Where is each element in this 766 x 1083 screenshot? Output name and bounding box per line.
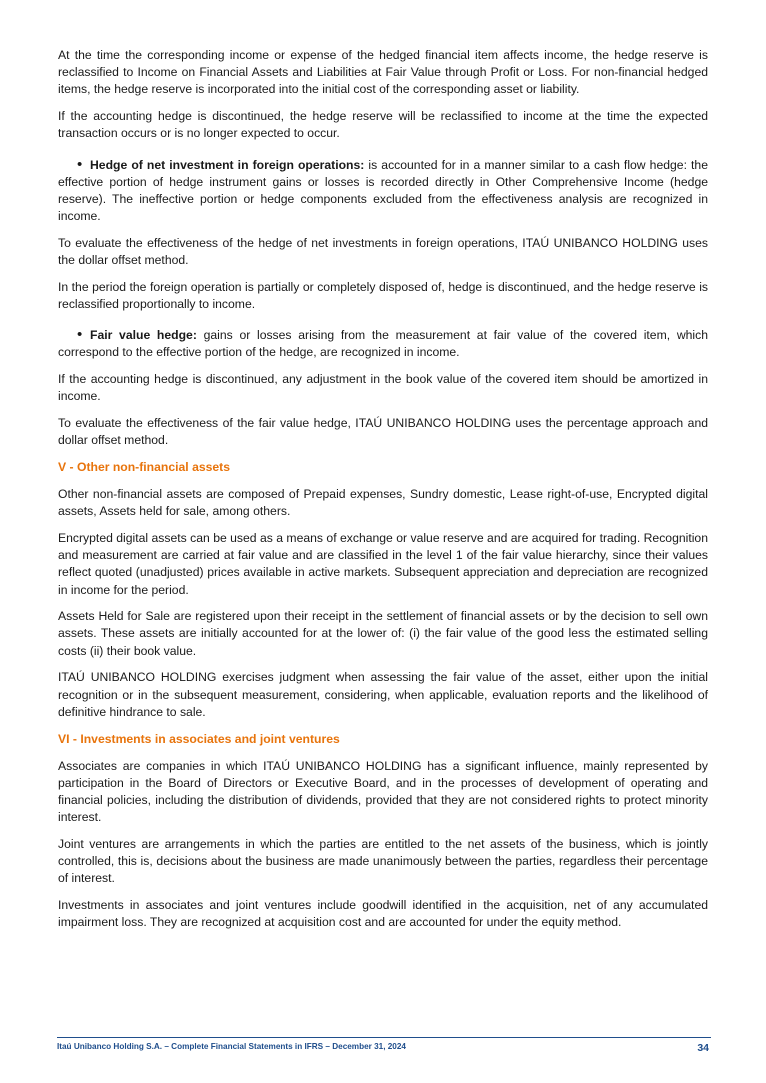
bullet-icon: • bbox=[77, 155, 83, 173]
paragraph: ITAÚ UNIBANCO HOLDING exercises judgment when assessing the fair value of the asset, either upon the initial recognition or in the subsequent measurement, considering, when applicable, evaluation reports and the likelihood of definitive hindrance to sale. bbox=[58, 670, 708, 719]
bullet-item-fair-value-hedge bbox=[58, 327, 708, 361]
bullet-lead: Fair value hedge: bbox=[90, 328, 197, 343]
section-heading-other-non-financial-assets: V - Other non-financial assets bbox=[58, 460, 231, 475]
bullet-text: gains or losses arising from the measurement at fair value of the covered item, which correspond to the effective portion of the hedge, are recognized in income. bbox=[58, 328, 708, 360]
paragraph: Associates are companies in which ITAÚ UNIBANCO HOLDING has a significant influence, mainly represented by participation in the Board of Directors or Executive Board, and in the processes of development of operating and financial policies, including the distribution of dividends, provided that they are not considered rights to protect minority interest. bbox=[58, 758, 708, 825]
paragraph: Assets Held for Sale are registered upon their receipt in the settlement of financial assets or by the decision to sell own assets. These assets are initially accounted for at the lower of: (i) the fair value of the good less the estimated selling costs (ii) their book value. bbox=[58, 609, 708, 658]
bullet-text: is accounted for in a manner similar to a cash flow hedge: the effective portion of hedge instrument gains or losses is recorded directly in Other Comprehensive Income (hedge reserve). The ineffective portion or hedge components excluded from the effectiveness analysis are recognized in income. bbox=[58, 157, 708, 224]
paragraph: Investments in associates and joint ventures include goodwill identified in the acquisition, net of any accumulated impairment loss. They are recognized at acquisition cost and are accounted for under the equity method. bbox=[58, 898, 708, 930]
section-heading-investments-associates: VI - Investments in associates and joint ventures bbox=[58, 732, 340, 746]
paragraph: At the time the corresponding income or expense of the hedged financial item affects income, the hedge reserve is reclassified to Income on Financial Assets and Liabilities at Fair Value through Profit or Loss. For non-financial hedged items, the hedge reserve is incorporated into the initial cost of the corresponding asset or liability. bbox=[58, 48, 708, 97]
page-number: 34 bbox=[697, 1042, 709, 1054]
paragraph: Other non-financial assets are composed of Prepaid expenses, Sundry domestic, Lease right-of-use, Encrypted digital assets, Assets held for sale, among others. bbox=[58, 487, 708, 519]
document-body bbox=[58, 47, 708, 941]
bullet-item-net-investment-hedge bbox=[58, 157, 708, 226]
page-footer bbox=[57, 1037, 711, 1057]
bullet-lead: Hedge of net investment in foreign operations: bbox=[90, 157, 365, 172]
paragraph: Joint ventures are arrangements in which the parties are entitled to the net assets of the business, which is jointly controlled, this is, decisions about the business are made unanimously between the parties, regardless their percentage of interest. bbox=[58, 837, 708, 886]
paragraph: If the accounting hedge is discontinued, the hedge reserve will be reclassified to income at the time the expected transaction occurs or is no longer expected to occur. bbox=[58, 109, 708, 141]
paragraph: If the accounting hedge is discontinued, any adjustment in the book value of the covered item should be amortized in income. bbox=[58, 372, 708, 404]
paragraph: Encrypted digital assets can be used as a means of exchange or value reserve and are acquired for trading. Recognition and measurement are carried at fair value and are classified in the level 1 of the fair value hierarchy, since their values reflect quoted (unadjusted) prices available in active markets. Subsequent appreciation and depreciation are recognized in income for the period. bbox=[58, 530, 708, 597]
footer-document-title: Itaú Unibanco Holding S.A. – Complete Financial Statements in IFRS – December 31, 2024 bbox=[57, 1042, 406, 1051]
paragraph: To evaluate the effectiveness of the hedge of net investments in foreign operations, ITAÚ UNIBANCO HOLDING uses the dollar offset method. bbox=[58, 235, 708, 268]
bullet-icon: • bbox=[77, 326, 83, 344]
paragraph: To evaluate the effectiveness of the fair value hedge, ITAÚ UNIBANCO HOLDING uses the percentage approach and dollar offset method. bbox=[58, 415, 708, 448]
paragraph: In the period the foreign operation is partially or completely disposed of, hedge is discontinued, and the hedge reserve is reclassified proportionally to income. bbox=[58, 279, 708, 311]
